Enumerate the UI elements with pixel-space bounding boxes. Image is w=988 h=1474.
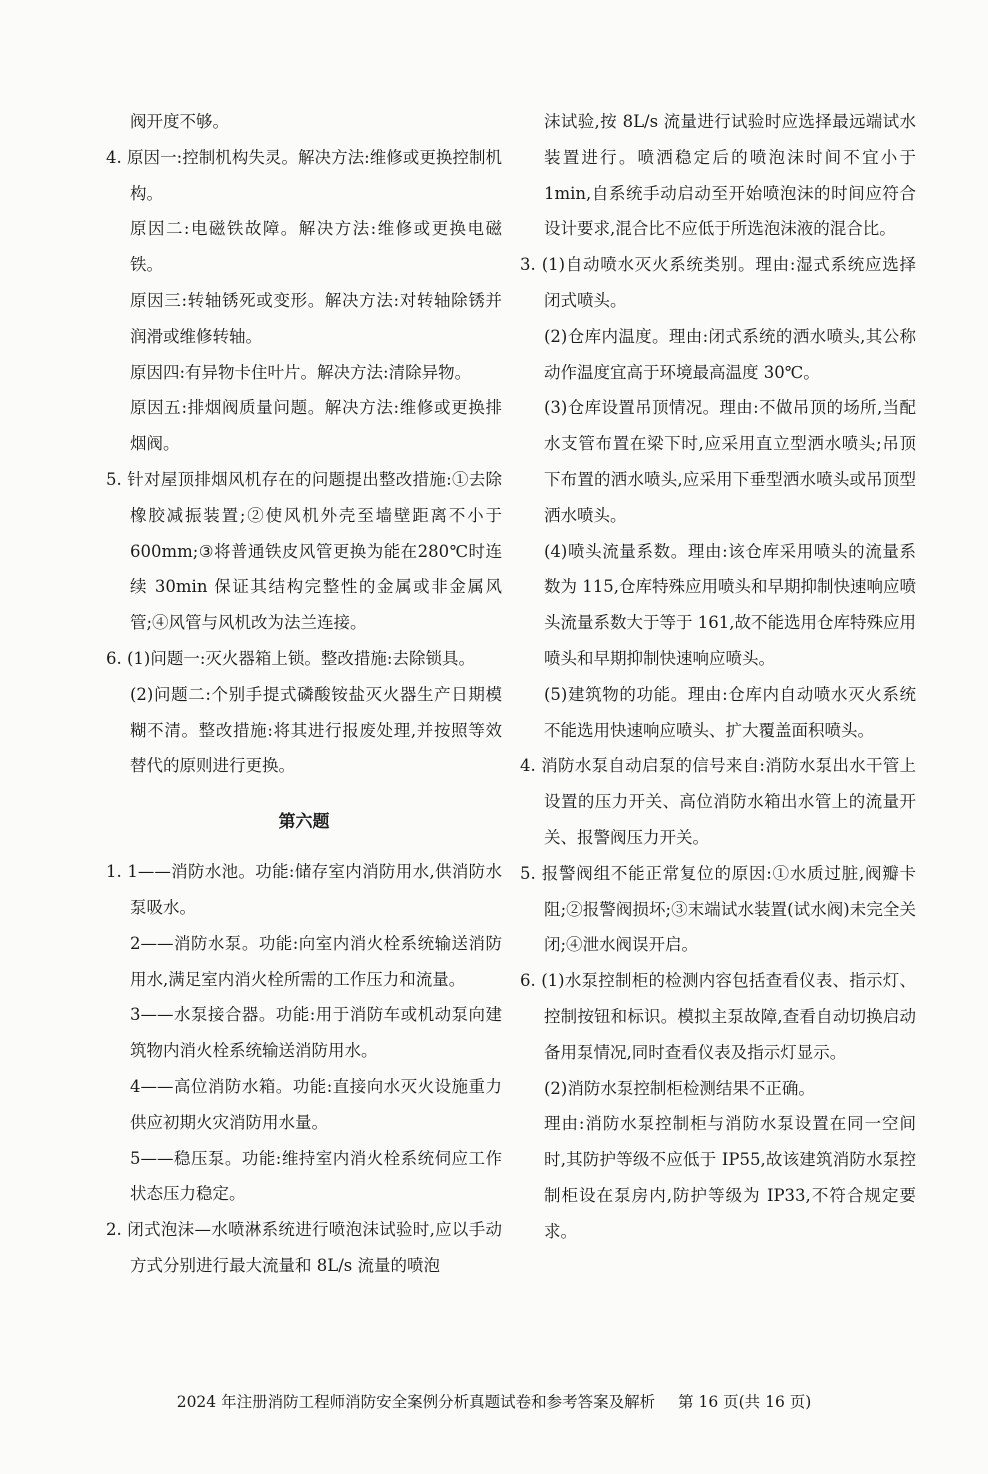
- q6-answer-1: 6. (1)问题一:灭火器箱上锁。整改措施:去除锁具。: [106, 648, 475, 668]
- q3-continuation: 阀开度不够。: [130, 112, 229, 131]
- page-footer: [0, 1390, 988, 1414]
- q6-answer-2: (2)问题二:个别手提式磷酸铵盐灭火器生产日期模糊不清。整改措施:将其进行报废处理,并按照等效替代的原则进行更换。: [130, 684, 502, 776]
- q4-reason-5: 原因五:排烟阀质量问题。解决方法:维修或更换排烟阀。: [130, 398, 502, 454]
- s6-q1-item-2: 2——消防水泵。功能:向室内消火栓系统输送消防用水,满足室内消火栓所需的工作压力和流量。: [130, 933, 502, 989]
- q5-answer: 5. 针对屋顶排烟风机存在的问题提出整改措施:①去除橡胶减振装置;②使风机外壳至墙壁距离不小于 600mm;③将普通铁皮风管更换为能在280℃时连续 30min 保证其结构完整性的金属或非金属风管;④风管与风机改为法兰连接。: [106, 469, 502, 633]
- s6-q3-answer-5: (5)建筑物的功能。理由:仓库内自动喷水灭火系统不能选用快速响应喷头、扩大覆盖面积喷头。: [544, 684, 916, 740]
- s6-q1-item-1: 1. 1——消防水池。功能:储存室内消防用水,供消防水泵吸水。: [106, 862, 502, 917]
- footer-title: 2024 年注册消防工程师消防安全案例分析真题试卷和参考答案及解析: [176, 1393, 656, 1411]
- q4-reason-1: 4. 原因一:控制机构失灵。解决方法:维修或更换控制机构。: [106, 147, 502, 203]
- s6-q5-answer: 5. 报警阀组不能正常复位的原因:①水质过脏,阀瓣卡阻;②报警阀损坏;③末端试水装置(试水阀)未完全关闭;④泄水阀误开启。: [520, 863, 916, 955]
- s6-q1-item-5: 5——稳压泵。功能:维持室内消火栓系统伺应工作状态压力稳定。: [130, 1148, 502, 1204]
- s6-q4-answer: 4. 消防水泵自动启泵的信号来自:消防水泵出水干管上设置的压力开关、高位消防水箱出水管上的流量开关、报警阀压力开关。: [520, 756, 916, 847]
- section-title: 第六题: [278, 812, 330, 833]
- s6-q6-answer-3: 理由:消防水泵控制柜与消防水泵设置在同一空间时,其防护等级不应低于 IP55,故该建筑消防水泵控制柜设在泵房内,防护等级为 IP33,不符合规定要求。: [544, 1114, 916, 1241]
- q4-reason-4: 原因四:有异物卡住叶片。解决方法:清除异物。: [130, 362, 472, 382]
- left-column: [106, 104, 502, 1284]
- s6-q3-answer-3: (3)仓库设置吊顶情况。理由:不做吊顶的场所,当配水支管布置在梁下时,应采用直立型洒水喷头;吊顶下布置的洒水喷头,应采用下垂型洒水喷头或吊顶型洒水喷头。: [544, 398, 916, 525]
- footer-page-number: 第 16 页(共 16 页): [678, 1393, 812, 1411]
- s6-q2-start: 2. 闭式泡沫—水喷淋系统进行喷泡沫试验时,应以手动方式分别进行最大流量和 8L/s 流量的喷泡: [106, 1220, 502, 1275]
- s6-q6-answer-1: 6. (1)水泵控制柜的检测内容包括查看仪表、指示灯、控制按钮和标识。模拟主泵故障,查看自动切换启动备用泵情况,同时查看仪表及指示灯显示。: [520, 971, 916, 1062]
- s6-q6-answer-2: (2)消防水泵控制柜检测结果不正确。: [544, 1078, 815, 1098]
- right-column: [520, 104, 916, 1250]
- s6-q1-item-4: 4——高位消防水箱。功能:直接向水灭火设施重力供应初期火灾消防用水量。: [130, 1076, 502, 1132]
- s6-q1-item-3: 3——水泵接合器。功能:用于消防车或机动泵向建筑物内消火栓系统输送消防用水。: [130, 1005, 502, 1061]
- s6-q3-answer-2: (2)仓库内温度。理由:闭式系统的洒水喷头,其公称动作温度宜高于环境最高温度 30℃。: [544, 326, 916, 382]
- q4-reason-3: 原因三:转轴锈死或变形。解决方法:对转轴除锈并润滑或维修转轴。: [130, 290, 502, 346]
- s6-q3-answer-1: 3. (1)自动喷水灭火系统类别。理由:湿式系统应选择闭式喷头。: [520, 255, 916, 310]
- q4-reason-2: 原因二:电磁铁故障。解决方法:维修或更换电磁铁。: [130, 219, 502, 275]
- s6-q2-continuation: 沫试验,按 8L/s 流量进行试验时应选择最远端试水装置进行。喷洒稳定后的喷泡沫时间不宜小于1min,自系统手动启动至开始喷泡沫的时间应符合设计要求,混合比不应低于所选泡沫液的混合比。: [544, 112, 916, 239]
- s6-q3-answer-4: (4)喷头流量系数。理由:该仓库采用喷头的流量系数为 115,仓库特殊应用喷头和早期抑制快速响应喷头流量系数大于等于 161,故不能选用仓库特殊应用喷头和早期抑制快速响应喷头。: [544, 541, 916, 668]
